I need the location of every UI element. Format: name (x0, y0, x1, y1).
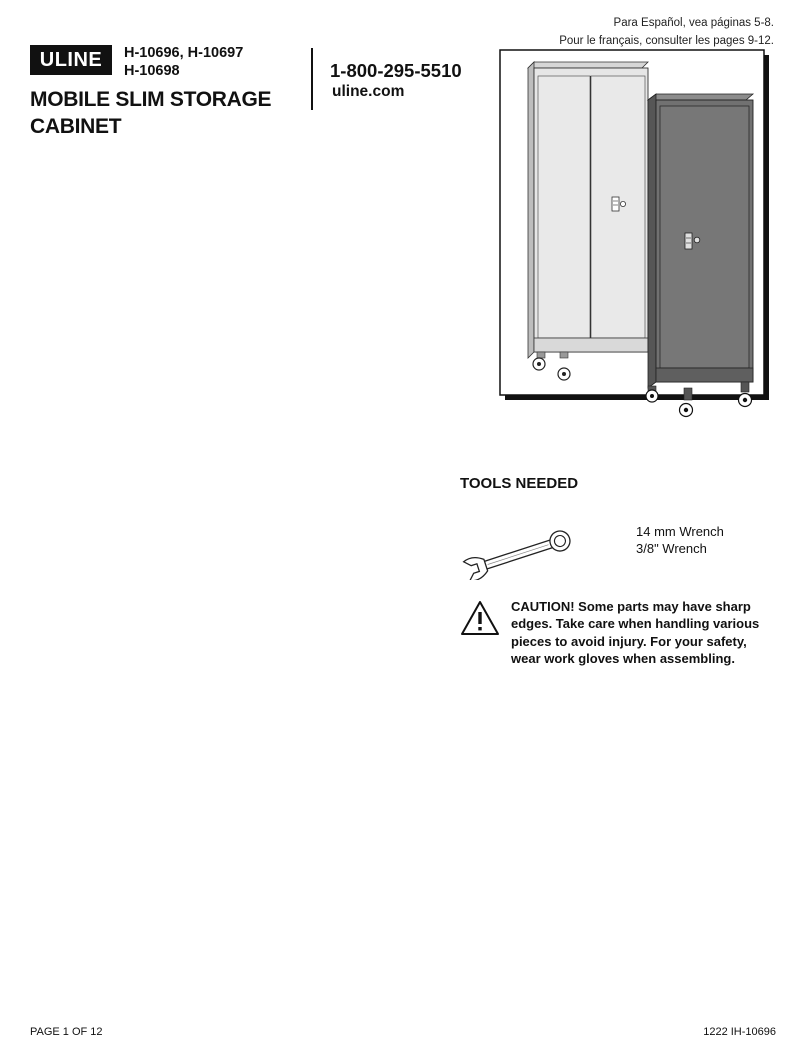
caution-text: CAUTION! Some parts may have sharp edges. Take care when handling various pieces to avoid injury. For your safety, wear work gloves when assembling. (511, 599, 760, 666)
model-numbers-line-1: H-10696, H-10697 (124, 45, 244, 61)
language-note-french: Pour le français, consulter les pages 9-12. (559, 35, 774, 47)
header-divider (311, 48, 313, 110)
slim-cabinet (646, 94, 753, 417)
wrench-icon (460, 528, 580, 580)
model-numbers (124, 44, 243, 80)
language-notes (559, 14, 774, 50)
website-link[interactable]: uline.com (332, 83, 405, 100)
uline-logo: ULINE (30, 45, 112, 75)
phone-number: 1-800-295-5510 (330, 60, 462, 81)
two-door-cabinet (528, 62, 648, 380)
page-number: PAGE 1 OF 12 (30, 1026, 103, 1038)
product-title-line-1: MOBILE SLIM STORAGE (30, 88, 272, 111)
tool-item: 14 mm Wrench (636, 524, 724, 539)
tools-needed-heading: TOOLS NEEDED (460, 475, 579, 492)
model-numbers-line-2: H-10698 (124, 63, 180, 79)
cabinet-illustration (498, 48, 770, 422)
product-title-line-2: CABINET (30, 115, 122, 138)
tool-list (636, 523, 724, 557)
language-note-spanish: Para Español, vea páginas 5-8. (613, 17, 774, 29)
tool-item: 3/8" Wrench (636, 541, 707, 556)
document-code: 1222 IH-10696 (703, 1026, 776, 1038)
product-title (30, 86, 305, 140)
warning-triangle-icon (460, 600, 500, 636)
